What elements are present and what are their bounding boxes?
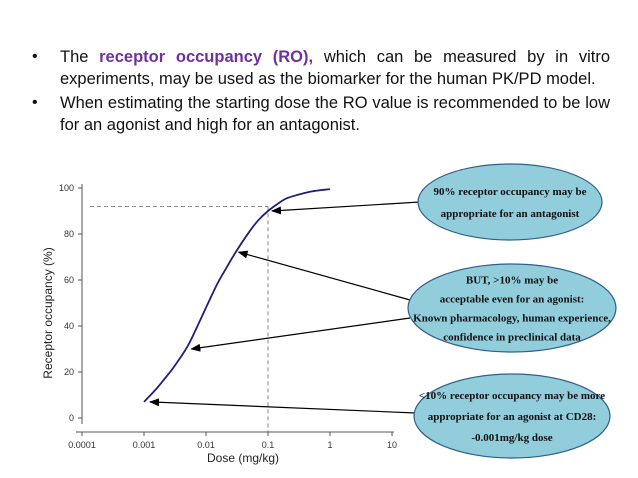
callout-1-line-1: acceptable even for an agonist: xyxy=(439,293,585,306)
callout-2-line-0: <10% receptor occupancy may be more xyxy=(418,390,606,402)
y-tick-label-3: 60 xyxy=(63,275,74,285)
x-tick-label-3: 0.1 xyxy=(261,440,275,450)
y-tick-label-0: 0 xyxy=(68,413,74,423)
x-tick-label-1: 0.001 xyxy=(132,440,156,450)
callout-2-line-2: -0.001mg/kg dose xyxy=(471,432,553,444)
callout-0-line-0: 90% receptor occupancy may be xyxy=(433,186,587,198)
bullet-item-starting-dose: • When estimating the starting dose the RO value is recommended to be low for an agonist and high for an antagonist. xyxy=(30,92,610,136)
callout-ellipse-0 xyxy=(418,164,602,240)
y-axis-label: Receptor occupancy (%) xyxy=(41,247,55,379)
x-tick-label-5: 10 xyxy=(386,440,398,450)
callout-arrow-3 xyxy=(150,402,416,413)
callout-1-line-3: confidence in preclinical data xyxy=(443,331,581,344)
callout-1-line-2: Known pharmacology, human experience, xyxy=(413,312,611,325)
y-tick-label-1: 20 xyxy=(63,367,74,377)
callout-arrow-0 xyxy=(272,202,420,211)
x-tick-label-2: 0.01 xyxy=(197,440,215,450)
x-tick-label-4: 1 xyxy=(327,440,333,450)
callout-0-line-1: appropriate for an antagonist xyxy=(440,208,580,220)
highlight-text: receptor occupancy (RO), xyxy=(99,48,314,66)
callout-1-line-0: BUT, >10% may be xyxy=(465,274,559,287)
x-tick-label-0: 0.0001 xyxy=(68,440,96,450)
callout-2-line-1: appropriate for an agonist at CD28: xyxy=(427,411,597,423)
callout-arrow-1 xyxy=(239,252,410,300)
y-tick-label-5: 100 xyxy=(58,183,74,193)
x-axis-label: Dose (mg/kg) xyxy=(206,451,280,465)
y-tick-label-2: 40 xyxy=(63,321,74,331)
y-tick-label-4: 80 xyxy=(63,229,74,239)
bullet-item-ro: • The receptor occupancy (RO), which can be measured by in vitro experiments, may be used as the biomarker for the human PK/PD model. xyxy=(30,46,610,90)
callout-arrow-2 xyxy=(191,318,410,349)
occupancy-curve xyxy=(144,189,330,402)
